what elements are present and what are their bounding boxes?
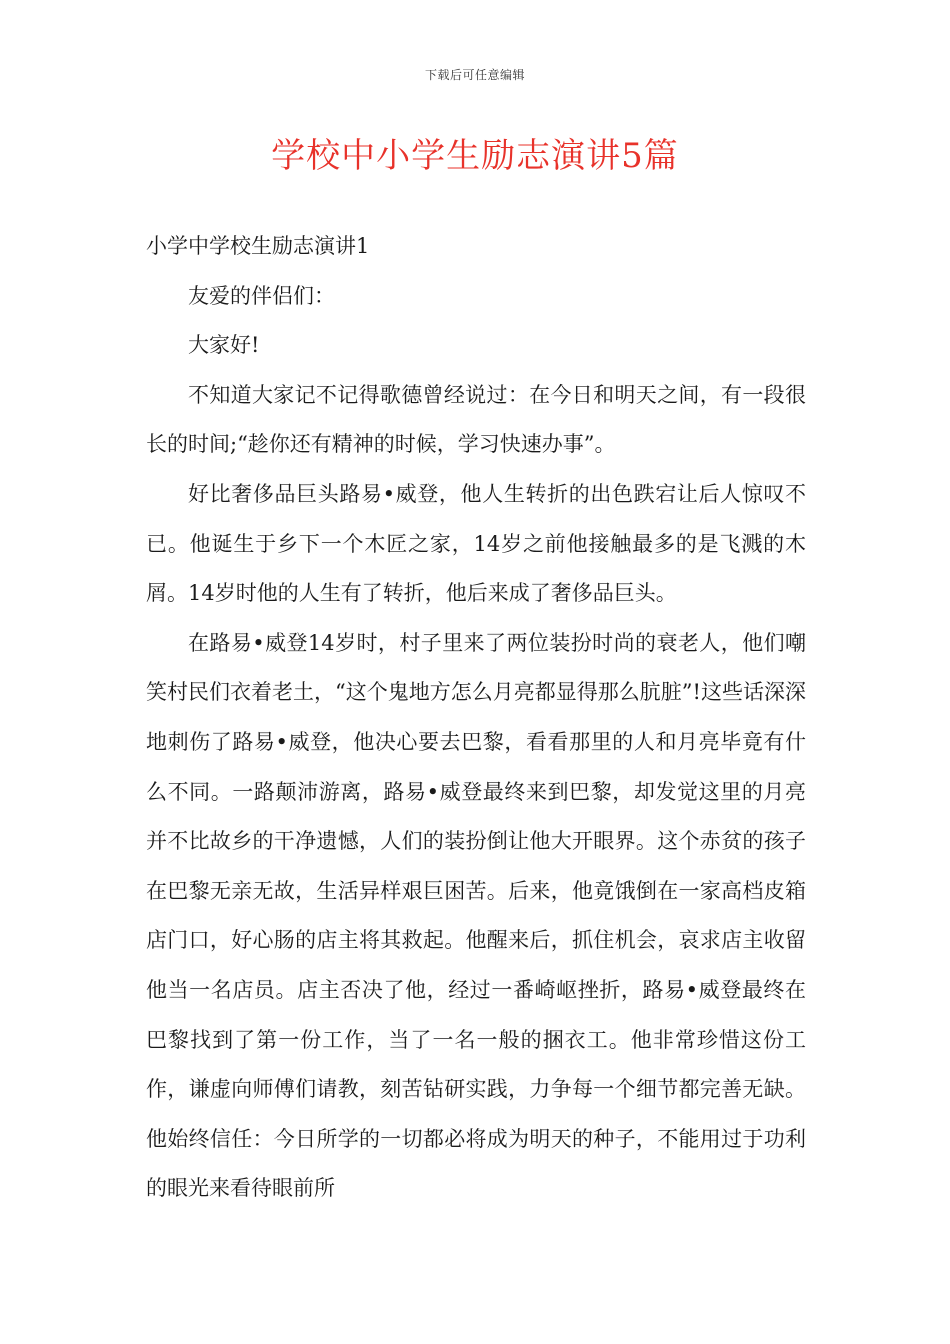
paragraph-goethe-quote: 不知道大家记不记得歌德曾经说过：在今日和明天之间，有一段很长的时间;“趁你还有精神的时候，学习快速办事”。	[146, 382, 806, 457]
paragraph-louis-vuitton-story: 在路易•威登14岁时，村子里来了两位装扮时尚的衰老人，他们嘲笑村民们衣着老土，“这个鬼地方怎么月亮都显得那么肮脏”!这些话深深地刺伤了路易•威登，他决心要去巴黎，看看那里的人和月亮毕竟有什么不同。一路颠沛游离，路易•威登最终来到巴黎，却发觉这里的月亮并不比故乡的干净遗憾，人们的装扮倒让他大开眼界。这个赤贫的孩子在巴黎无亲无故，生活异样艰巨困苦。后来，他竟饿倒在一家高档皮箱店门口，好心肠的店主将其救起。他醒来后，抓住机会，哀求店主收留他当一名店员。店主否决了他，经过一番崎岖挫折，路易•威登最终在巴黎找到了第一份工作，当了一名一般的捆衣工。他非常珍惜这份工作，谦虚向师傅们请教，刻苦钻研实践，力争每一个细节都完善无缺。他始终信任：今日所学的一切都必将成为明天的种子，不能用过于功利的眼光来看待眼前所	[146, 630, 806, 1201]
document-title: 学校中小学生励志演讲5篇	[271, 136, 679, 176]
document-body	[146, 222, 806, 1214]
page-header-note: 下载后可任意编辑	[424, 68, 525, 82]
paragraph-louis-vuitton-intro: 好比奢侈品巨头路易•威登，他人生转折的出色跌宕让后人惊叹不已。他诞生于乡下一个木匠之家，14岁之前他接触最多的是飞溅的木屑。14岁时他的人生有了转折，他后来成了奢侈品巨头。	[146, 481, 806, 606]
paragraph-salutation: 友爱的伴侣们：	[188, 283, 335, 308]
section-heading: 小学中学校生励志演讲1	[146, 234, 370, 258]
paragraph-greeting: 大家好!	[188, 333, 260, 358]
